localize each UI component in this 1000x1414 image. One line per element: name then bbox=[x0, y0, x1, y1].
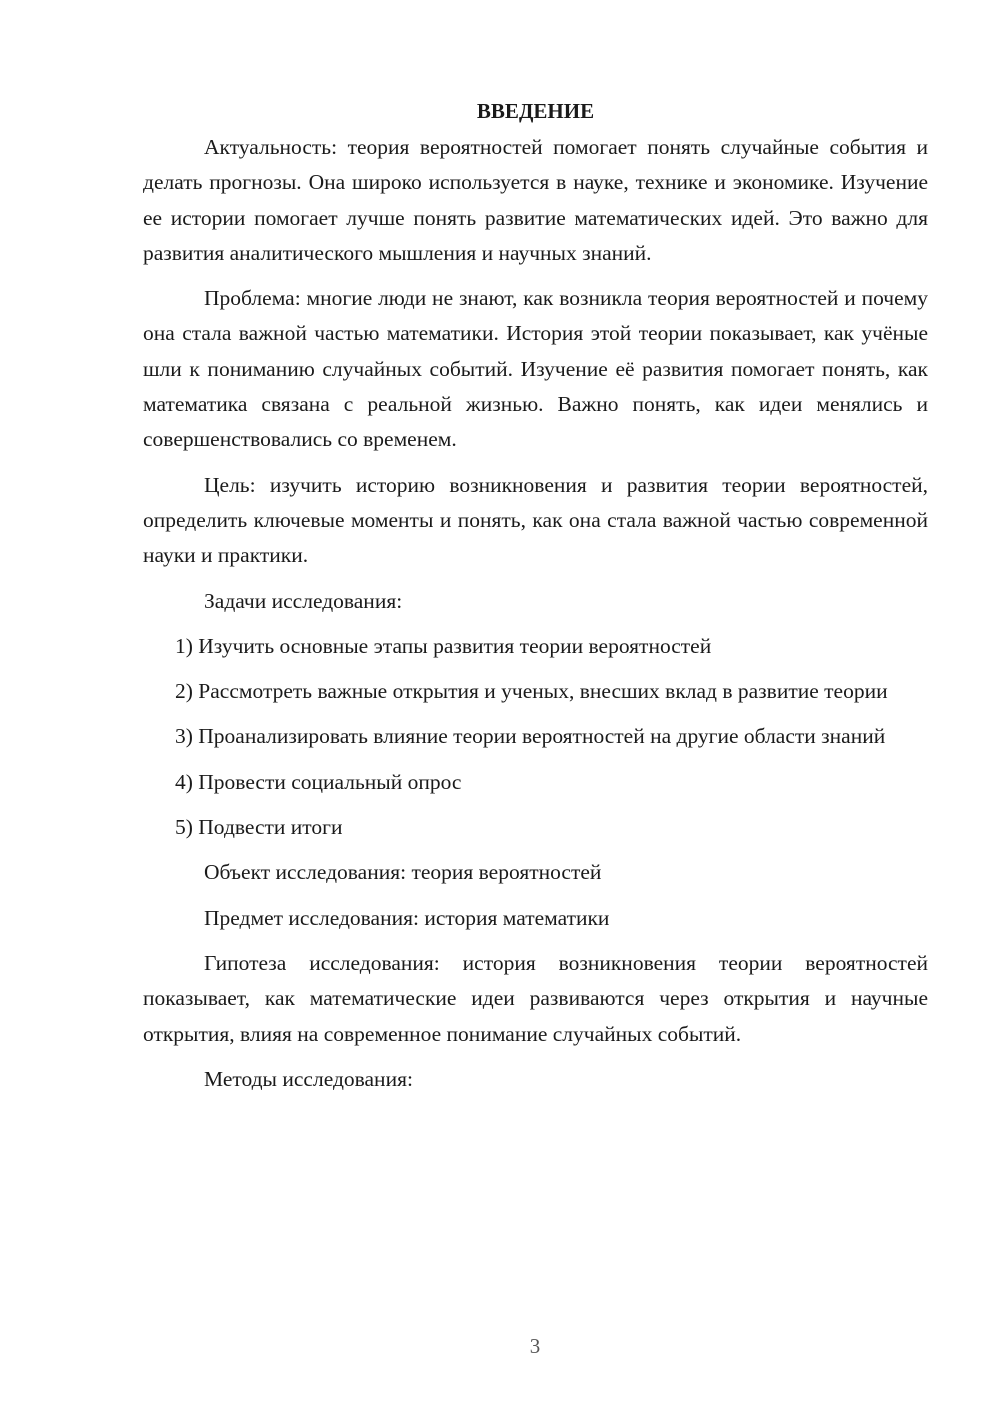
task-item-1: 1) Изучить основные этапы развития теории вероятностей bbox=[175, 633, 712, 658]
task-item-3: 3) Проанализировать влияние теории вероятностей на другие области знаний bbox=[175, 724, 886, 749]
object-line: Объект исследования: теория вероятностей bbox=[204, 860, 602, 885]
subject-line: Предмет исследования: история математики bbox=[204, 905, 610, 930]
methods-heading: Методы исследования: bbox=[204, 1066, 413, 1091]
task-item-4: 4) Провести социальный опрос bbox=[175, 769, 462, 794]
problem-paragraph: Проблема: многие люди не знают, как возникла теория вероятностей и почему она стала важной частью математики. История этой теории показывает, как учёные шли к пониманию случайных событий. Изучение её развития помогает понять, как математика связана с реальной жизнью. Важно понять, как идеи менялись и совершенствовались со временем. bbox=[143, 286, 928, 452]
relevance-paragraph: Актуальность: теория вероятностей помогает понять случайные события и делать прогнозы. Она широко используется в науке, технике и экономике. Изучение ее истории помогает лучше понять развитие математических идей. Это важно для развития аналитического мышления и научных знаний. bbox=[143, 135, 928, 265]
document-page bbox=[143, 96, 928, 1107]
tasks-heading: Задачи исследования: bbox=[204, 588, 403, 613]
task-item-2: 2) Рассмотреть важные открытия и ученых, внесших вклад в развитие теории bbox=[175, 679, 888, 704]
section-title: ВВЕДЕНИЕ bbox=[476, 99, 595, 123]
hypothesis-paragraph: Гипотеза исследования: история возникновения теории вероятностей показывает, как математические идеи развиваются через открытия и научные открытия, влияя на современное понимание случайных событий. bbox=[143, 950, 928, 1046]
page-number: 3 bbox=[529, 1334, 541, 1358]
task-item-5: 5) Подвести итоги bbox=[175, 815, 343, 840]
goal-paragraph: Цель: изучить историю возникновения и развития теории вероятностей, определить ключевые моменты и понять, как она стала важной частью современной науки и практики. bbox=[143, 472, 928, 568]
